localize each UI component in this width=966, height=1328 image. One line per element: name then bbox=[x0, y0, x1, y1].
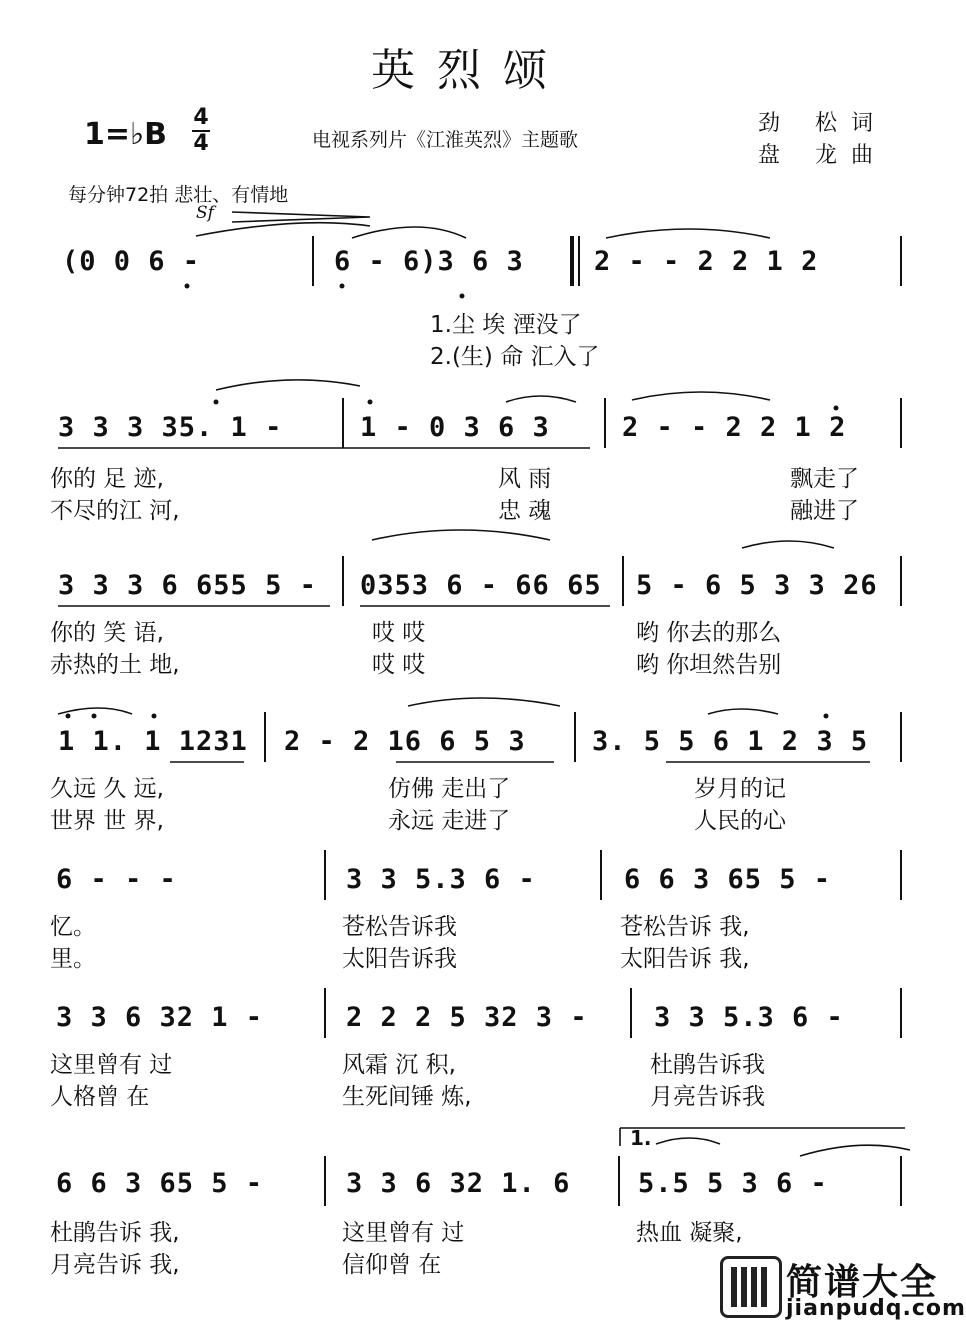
slur bbox=[656, 1138, 720, 1144]
lyric-line-1: 忆。 bbox=[50, 914, 96, 940]
lyric-line-2: 生死间锤 炼, bbox=[342, 1084, 472, 1110]
measure-notes: 3 3 6 32 1 - bbox=[56, 1002, 264, 1033]
slur bbox=[372, 530, 550, 540]
lyric-line-2: 融进了 bbox=[790, 498, 859, 524]
measure-notes: 3. 5 5 6 1 2 3 5 bbox=[592, 726, 869, 757]
measure-notes: 1 - 0 3 6 3 bbox=[360, 412, 550, 443]
measure-notes: 3 3 5.3 6 - bbox=[654, 1002, 844, 1033]
lyric-line-1: 岁月的记 bbox=[694, 776, 786, 802]
lyric-line-2: 太阳告诉我 bbox=[342, 946, 457, 972]
lyric-line-1: 哎 哎 bbox=[372, 620, 426, 646]
lyric-line-1: 你的 足 迹, bbox=[50, 466, 164, 492]
lyric-line-2: 2.(生) 命 汇入了 bbox=[430, 344, 600, 370]
tempo-marking: 每分钟72拍 悲壮、有情地 bbox=[68, 184, 289, 206]
slur bbox=[408, 698, 560, 706]
measure-notes: 6 6 3 65 5 - bbox=[624, 864, 832, 895]
lyric-line-1: 风 雨 bbox=[498, 466, 552, 492]
measure-notes: 6 - 6)3 6 3 bbox=[334, 246, 524, 277]
lyric-line-1: 苍松告诉 我, bbox=[620, 914, 750, 940]
lyric-line-2: 月亮告诉我 bbox=[650, 1084, 765, 1110]
watermark-url: jianpudq.com bbox=[786, 1296, 966, 1321]
lyric-line-1: 哟 你去的那么 bbox=[636, 620, 782, 646]
slur bbox=[352, 227, 466, 238]
lyricist-credit: 劲 松词 bbox=[758, 111, 887, 136]
lyric-line-2: 哟 你坦然告别 bbox=[636, 652, 782, 678]
measure-notes: 5 - 6 5 3 3 26 bbox=[636, 570, 878, 601]
measure-notes: 1 1. 1 1231 bbox=[58, 726, 248, 757]
meter-top: 4 bbox=[193, 105, 209, 130]
watermark-piano-icon bbox=[720, 1256, 782, 1318]
lyric-line-1: 久远 久 远, bbox=[50, 776, 164, 802]
lyric-line-2: 永远 走进了 bbox=[388, 808, 511, 834]
lyric-line-1: 这里曾有 过 bbox=[50, 1052, 173, 1078]
lyric-line-2: 里。 bbox=[50, 946, 96, 972]
measure-notes: 6 - - - bbox=[56, 864, 177, 895]
lyric-line-1: 杜鹃告诉我 bbox=[650, 1052, 765, 1078]
lyric-line-2: 赤热的土 地, bbox=[50, 652, 180, 678]
lyric-line-1: 这里曾有 过 bbox=[342, 1220, 465, 1246]
lyric-line-2: 信仰曾 在 bbox=[342, 1252, 442, 1278]
measure-notes: (0 0 6 - bbox=[62, 246, 201, 277]
volta-bracket-label: 1. bbox=[630, 1126, 652, 1150]
subtitle: 电视系列片《江淮英烈》主题歌 bbox=[312, 129, 579, 151]
measure-notes: 0353 6 - 66 65 bbox=[360, 570, 602, 601]
song-title: 英烈颂 bbox=[371, 45, 569, 96]
measure-notes: 3 3 3 35. 1 - bbox=[58, 412, 283, 443]
slur bbox=[708, 709, 778, 714]
measure-notes: 3 3 3 6 655 5 - bbox=[58, 570, 317, 601]
lyric-line-1: 热血 凝聚, bbox=[636, 1220, 743, 1246]
lyric-line-2: 太阳告诉 我, bbox=[620, 946, 750, 972]
slur bbox=[506, 396, 576, 402]
octave-dots bbox=[66, 284, 839, 719]
meter-bottom: 4 bbox=[193, 131, 209, 156]
measure-notes: 3 3 6 32 1. 6 bbox=[346, 1168, 571, 1199]
lyric-line-2: 世界 世 界, bbox=[50, 808, 164, 834]
slur bbox=[216, 380, 360, 390]
crescendo-hairpin bbox=[232, 212, 370, 222]
slur bbox=[58, 708, 132, 714]
lyric-line-1: 你的 笑 语, bbox=[50, 620, 164, 646]
measure-notes: 2 - - 2 2 1 2 bbox=[622, 412, 847, 443]
lyric-line-2: 月亮告诉 我, bbox=[50, 1252, 180, 1278]
lyric-line-1: 杜鹃告诉 我, bbox=[50, 1220, 180, 1246]
lyric-line-2: 人格曾 在 bbox=[50, 1084, 150, 1110]
lyric-line-1: 飘走了 bbox=[790, 466, 859, 492]
lyric-line-1: 风霜 沉 积, bbox=[342, 1052, 456, 1078]
slur bbox=[606, 229, 770, 238]
lyric-line-1: 仿佛 走出了 bbox=[388, 776, 511, 802]
lyric-line-2: 忠 魂 bbox=[498, 498, 552, 524]
measure-notes: 6 6 3 65 5 - bbox=[56, 1168, 264, 1199]
lyric-line-2: 哎 哎 bbox=[372, 652, 426, 678]
measure-notes: 2 - 2 16 6 5 3 bbox=[284, 726, 526, 757]
lyric-line-2: 人民的心 bbox=[694, 808, 786, 834]
slur bbox=[632, 392, 770, 400]
measure-notes: 3 3 5.3 6 - bbox=[346, 864, 536, 895]
watermark-name: 简谱大全 bbox=[786, 1262, 939, 1303]
lyric-line-1: 1.尘 埃 湮没了 bbox=[430, 312, 582, 338]
composer-credit: 盘 龙曲 bbox=[758, 143, 887, 168]
measure-notes: 5.5 5 3 6 - bbox=[638, 1168, 828, 1199]
key-signature: 1=♭B bbox=[84, 117, 168, 152]
slur bbox=[800, 1145, 910, 1156]
measure-notes: 2 2 2 5 32 3 - bbox=[346, 1002, 588, 1033]
measure-notes: 2 - - 2 2 1 2 bbox=[594, 246, 819, 277]
volta-bracket bbox=[620, 1128, 905, 1146]
slur bbox=[196, 223, 370, 236]
slur bbox=[742, 541, 834, 548]
lyric-line-1: 苍松告诉我 bbox=[342, 914, 457, 940]
dynamic-marking: Sf bbox=[196, 203, 214, 223]
lyric-line-2: 不尽的江 河, bbox=[50, 498, 180, 524]
